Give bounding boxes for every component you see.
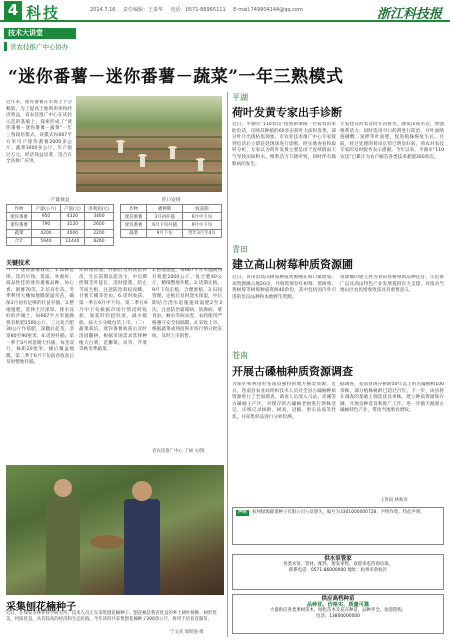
table-cell: 3120 xyxy=(61,221,85,229)
table-cell: 3月初扦插 xyxy=(147,213,183,221)
table-cell: 9月下旬 xyxy=(147,229,183,237)
table-header-row xyxy=(121,205,222,213)
issue-date: 2014.7.16 xyxy=(90,7,116,13)
worker-figure xyxy=(140,156,145,167)
seed-basket xyxy=(90,535,124,549)
key-tech-column-2: 5.田间管理。扦插后及时查苗补苗，生长前期以促为主，中后期控制茎叶徒长，适时提蔓，防止节间生根，注意防治斜纹夜蛾、甘薯天蛾等害虫。6.适时收获。第一季在6月中下旬、第二季在9月中下旬根据市场行情适时收获，收获时轻挖轻放，减少破损，按大小分级包装上市。（二）蔬菜栽培。迷你番薯收获后及时清园翻耕，根据市场需求选择种植大白菜、花椰菜、莴笋、芹菜等秋冬季蔬菜。 xyxy=(79,268,147,353)
main-headline: “迷你番薯－迷你番薯－蔬菜”一年三熟模式 xyxy=(8,67,344,87)
table-row xyxy=(7,221,114,229)
table-header: 播种期 xyxy=(147,205,183,213)
notice-label: 声明 xyxy=(238,510,247,515)
story1-text-b: 专家建议荷农及时开沟排水，降低田间水位，增强根系活力；同时选用对口药剂进行防治，并叶面喷施磷酸二氢钾等叶面肥，促进植株恢复生长。目前，经过处理的荷田长势已明显好转，荷农对农技专家的及时服务表示感谢。今年以来，平湖市“110农技”已累计为农户解答各类技术难题300余次。 xyxy=(340,122,444,160)
story3-kicker: 苍南 xyxy=(232,351,248,360)
table-cell: 4320 xyxy=(61,213,85,221)
worker-figure xyxy=(170,148,175,159)
table-header: 产量(公斤) xyxy=(31,205,60,213)
table-cell: 5940 xyxy=(31,237,60,245)
story2-kicker: 青田 xyxy=(232,245,248,254)
ad2-slogan: 品种优、价格实、质量可靠 xyxy=(306,602,370,608)
notice-box xyxy=(232,507,444,545)
table-header: 净利润(元) xyxy=(84,205,113,213)
story2-text-a: 近日，青田县高山树莓种质资源圃在海口镇建成。该资源圃占地20亩，共收集保存红树莓、黑树莓、黄树莓等树莓种质资源40余份，其中包括国内外引进的优良品种和本地野生资源。 xyxy=(232,275,336,300)
lead-paragraph: 近年来，迷你番薯在市场上十分畅销，为了提高土地利用率和经济效益，省农技推广中心在试验示范的基础上，探索形成了“迷你番薯－迷你番薯－蔬菜”一年三熟栽培模式。该模式每667平方米可产迷你番薯2000多公斤、蔬菜3000多公斤，年产值过万元，经济效益显著，适合在全省推广应用。 xyxy=(6,100,72,165)
table-header-row xyxy=(7,205,114,213)
table-cell: 合计 xyxy=(7,237,32,245)
table-cell: 迷你番薯 xyxy=(121,213,147,221)
table-cell: 迷你番薯 xyxy=(121,221,147,229)
photo-caption-title: 采集刨花楠种子 xyxy=(6,602,76,613)
masthead-logo: 浙江科技报 xyxy=(376,7,442,22)
key-tech-title: 关键技术 xyxy=(6,258,222,269)
crop-row xyxy=(76,184,222,186)
advertisement-1 xyxy=(232,554,444,590)
ad1-line: 各类水泵、管材、配件，批发零售，欢迎来电咨询洽谈。 xyxy=(283,562,393,567)
schedule-table xyxy=(120,196,222,238)
table-cell: 8260 xyxy=(84,237,113,245)
column-subtitle: 省农技推广中心协办 xyxy=(4,42,76,51)
table-row xyxy=(7,229,114,237)
table-cell: 3460 xyxy=(84,213,113,221)
photo-author: 宁文武 瑞斯强 摄 xyxy=(170,630,204,635)
worker-head xyxy=(54,479,72,497)
crop-row xyxy=(76,136,222,138)
table-cell: 蔬菜 xyxy=(121,229,147,237)
table-header: 收获期 xyxy=(182,205,221,213)
ad1-title: 供水泵管家 xyxy=(324,556,352,562)
table-cell: 4000 xyxy=(61,229,85,237)
section-name: 科技 xyxy=(26,4,61,22)
table-cell: 6月中下旬 xyxy=(182,213,221,221)
column-divider xyxy=(227,92,228,637)
table-cell: 9月中下旬 xyxy=(182,221,221,229)
table-caption: 产量效益 xyxy=(50,198,70,203)
page-number: 4 xyxy=(4,1,22,20)
ad2-line: 大量供应各类果树苗木、绿化苗木及花卉种苗，品种齐全，欢迎选购。 xyxy=(269,608,407,613)
story3-title: 开展古磉柚种质资源调查 xyxy=(232,365,353,378)
table-cell: 蔬菜 xyxy=(7,229,32,237)
header-meta xyxy=(90,6,309,13)
table-header: 产值(元) xyxy=(61,205,85,213)
table-cell: 2600 xyxy=(84,221,113,229)
field-photo xyxy=(76,96,222,192)
key-tech-column-3: 1.整地施肥。每667平方米施腐熟有机肥2000公斤、复合肥40公斤，精细整地作畦。2.适期定植。9月下旬定植，合理密植。3.田间管理。定植后及时浇水保湿，中后期结合浇水追施速效氮肥2至3次，注意防治霜霉病、软腐病、菜青虫、蚜虫等病虫害，农药使用严格遵守安全间隔期。4.采收上市。根据蔬菜成熟度和市场行情分批采收，及时上市销售。 xyxy=(152,268,222,339)
notice-text: 杭州绿源蔬菜种子有限公司公章遗失，编号为3301000000728，声明作废。特此声明。 xyxy=(252,510,425,515)
ad2-title: 供应高档种苗 xyxy=(321,596,355,602)
phone: 电话：0571-86965111 xyxy=(170,7,226,13)
table-row xyxy=(121,229,222,237)
photo-caption-text: 近日，在瑞安市林业科学研究所，技术人员正在采集刨花楠种子。刨花楠是我省优良的乡土阔叶树种，树形优美，材质优良，具有较高的经济和生态价值。今年该所共采集刨花楠种子200余公斤，将用于培育容器苗。 xyxy=(6,611,217,622)
table-cell: 4200 xyxy=(31,229,60,237)
story1-text-a: 近日，平湖市“110农技”接到新埭镇一位荷农的求助电话，反映其种植的60多亩荷叶大面积发黄，部分叶片出现枯焦现象。市农业技术推广中心专家接到电话后立即赶赴现场进行诊断。经实地查看和取样分析，专家认为荷叶发黄主要是由于连续阴雨天气导致田间积水、根系活力下降所致，同时伴有腐败病的发生。 xyxy=(232,122,336,167)
key-tech-byline: 省农技推广中心 丁丽 文/图 xyxy=(152,449,205,454)
table-cell: 950 xyxy=(31,213,60,221)
story1-title: 荷叶发黄专家出手诊断 xyxy=(232,106,342,119)
worker-figure xyxy=(118,142,123,153)
table-cell: 2200 xyxy=(84,229,113,237)
yield-table xyxy=(6,196,114,246)
table-row xyxy=(121,221,222,229)
editor: 责任编辑：王秦华 xyxy=(123,7,164,13)
table-cell: 翌年3月至4月 xyxy=(182,229,221,237)
story2-title: 建立高山树莓种质资源圃 xyxy=(232,258,353,271)
table-row xyxy=(7,213,114,221)
story3-text-a: 为保护和利用好苍南县独特的地方柚类资源，近日，苍南县农业局组织技术人员对全县古磉柚种质资源进行了全面调查。调查人员深入马站、赤溪等古磉柚主产区，对现存的古磉柚老树进行逐株登记，详细记录树龄、树高、冠幅、果实品质等性状，并采集样品进行分析检测。 xyxy=(232,382,336,420)
crop-row xyxy=(76,148,222,150)
advertisement-2 xyxy=(232,594,444,634)
story1-kicker: 平湖 xyxy=(232,93,248,102)
table-cell: 790 xyxy=(31,221,60,229)
seed-collection-photo xyxy=(6,465,224,595)
table-caption: 茬口安排 xyxy=(161,198,181,203)
worker-figure xyxy=(124,499,160,595)
column-box xyxy=(4,28,76,54)
page-header xyxy=(0,0,450,22)
table-cell: 迷你番薯 xyxy=(7,213,32,221)
table-cell: 6月下旬扦插 xyxy=(147,221,183,229)
key-tech-column-1: （一）迷你番薯栽培。1.品种选择。选用早熟、优质、外观好、商品性佳的迷你番薯品种，如心香、浙薯70等。2.培育壮苗。冬季利用大棚加地膜保温育苗，确保3月初有足够的壮苗扦插。3.整地施肥。选择土层深厚、排水良好的沙壤土，每667平方米施腐熟有机肥1500公斤、三元复合肥30公斤作基肥，深翻后起垄，垄宽80至90厘米。4.适时扦插。第一季于3月初选晴天扦插，每垄双行，株距20厘米，插后覆盖地膜。第二季于6月下旬前茬收获后及时整地扦插。 xyxy=(6,268,74,366)
table-cell: 迷你番薯 xyxy=(7,221,32,229)
worker-figure xyxy=(46,495,80,595)
ad1-line: 联系电话：0571-86000000 地址：杭州市余杭区 xyxy=(289,568,387,573)
table-cell: 11440 xyxy=(61,237,85,245)
table-header: 作物 xyxy=(121,205,147,213)
column-tag: 技术大讲堂 xyxy=(4,28,76,39)
table-row xyxy=(7,237,114,245)
story3-text-b: 据调查，苍南县现存树龄50年以上的古磉柚树100余株，部分植株树龄已超过百年。下一步，该县将在调查的基础上筛选优良单株，建立种质资源保存圃，开展良种选育和推广工作，进一步做大做强古磉柚特色产业，带动当地果农增收。 xyxy=(340,382,444,414)
table-row xyxy=(121,213,222,221)
table-header: 作物 xyxy=(7,205,32,213)
email: E-mail:749904144@qq.com xyxy=(233,7,303,13)
story3-byline: 王春雨 林秋涛 xyxy=(380,498,408,503)
crop-row xyxy=(76,172,222,174)
worker-figure xyxy=(198,160,203,171)
worker-head xyxy=(132,481,152,501)
story2-text-b: 资源圃的建立将为青田县树莓新品种选育、示范推广以及高山特色产业发展提供有力支撑，对推动当地山区农民增收致富具有重要意义。 xyxy=(340,275,444,294)
ad2-line: 电话：13800000000 xyxy=(316,614,360,619)
